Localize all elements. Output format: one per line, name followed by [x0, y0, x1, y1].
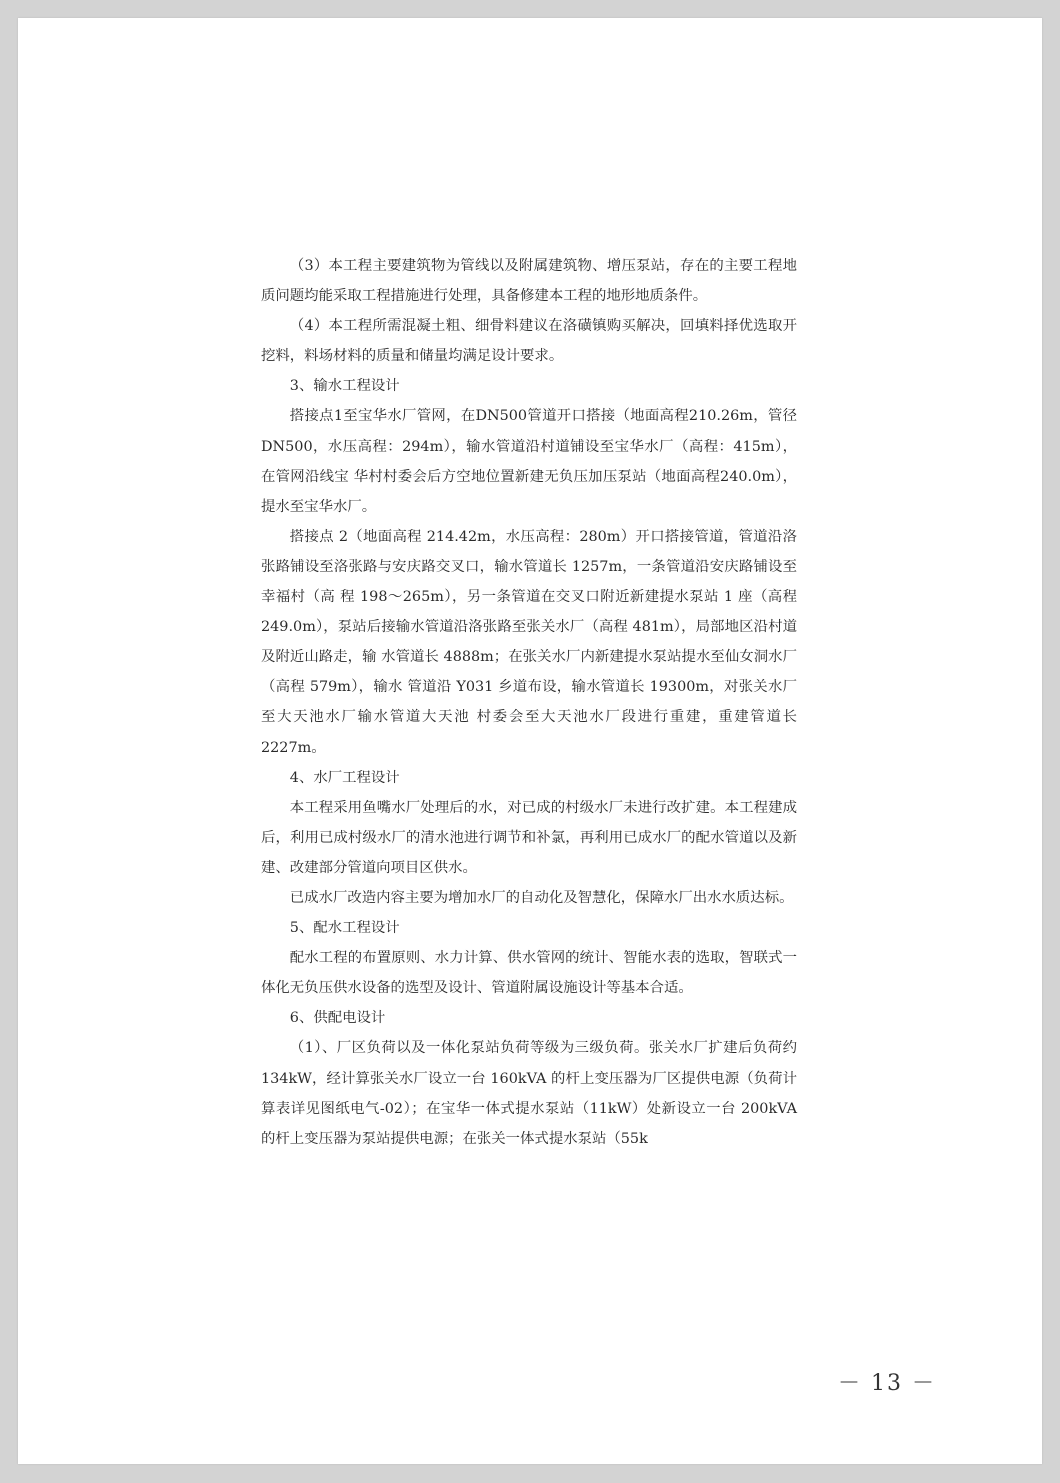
section-heading-water-plant: 4、水厂工程设计	[289, 769, 400, 786]
document-page	[18, 18, 1042, 1464]
paragraph-plant-design: 本工程采用鱼嘴水厂处理后的水，对已成的村级水厂未进行改扩建。本工程建成后，利用已成村级水厂的清水池进行调节和补氯，再利用已成水厂的配水管道以及新建、改建部分管道向项目区供水。	[261, 799, 797, 876]
paragraph-plant-upgrade: 已成水厂改造内容主要为增加水厂的自动化及智慧化，保障水厂出水水质达标。	[289, 889, 794, 906]
paragraph-power-load: （1）、厂区负荷以及一体化泵站负荷等级为三级负荷。张关水厂扩建后负荷约 134kW，经计算张关水厂设立一台 160kVA 的杆上变压器为厂区提供电源（负荷计算表详见图纸电气-02）；在宝华一体式提水泵站（11kW）处新设立一台 200kVA 的杆上变压器为泵站提供电源；在张关一体式提水泵站（55k	[261, 1040, 797, 1147]
section-heading-power-supply: 6、供配电设计	[289, 1010, 386, 1027]
paragraph-distribution: 配水工程的布置原则、水力计算、供水管网的统计、智能水表的选取，智联式一体化无负压供水设备的选型及设计、管道附属设施设计等基本合适。	[261, 950, 797, 997]
paragraph-junction-2: 搭接点 2（地面高程 214.42m，水压高程：280m）开口搭接管道，管道沿洛张路铺设至洛张路与安庆路交叉口，输水管道长 1257m，一条管道沿安庆路铺设至幸福村（高 程 198～265m），另一条管道在交叉口附近新建提水泵站 1 座（高程 249.0m），泵站后接输水管道沿洛张路至张关水厂（高程 481m），局部地区沿村道及附近山路走，输 水管道长 4888m；在张关水厂内新建提水泵站提水至仙女洞水厂（高程 579m），输水 管道沿 Y031 乡道布设，输水管道长 19300m，对张关水厂至大天池水厂输水管道大天池 村委会至大天池水厂段进行重建，重建管道长 2227m。	[261, 528, 797, 756]
paragraph-materials-4: （4）本工程所需混凝土粗、细骨料建议在洛磺镇购买解决，回填料择优选取开挖料，料场材料的质量和储量均满足设计要求。	[261, 318, 797, 365]
paragraph-geology-3: （3）本工程主要建筑物为管线以及附属建筑物、增压泵站，存在的主要工程地质问题均能采取工程措施进行处理，具备修建本工程的地形地质条件。	[261, 258, 797, 305]
paragraph-junction-1: 搭接点1至宝华水厂管网，在DN500管道开口搭接（地面高程210.26m，管径DN500，水压高程：294m），输水管道沿村道铺设至宝华水厂（高程：415m），在管网沿线宝 华村村委会后方空地位置新建无负压加压泵站（地面高程240.0m），提水至宝华水厂。	[261, 408, 797, 515]
section-heading-water-transmission: 3、输水工程设计	[289, 378, 400, 395]
section-heading-distribution: 5、配水工程设计	[289, 920, 400, 937]
page-number: － 13 －	[838, 1371, 936, 1396]
page-body	[261, 251, 797, 1154]
